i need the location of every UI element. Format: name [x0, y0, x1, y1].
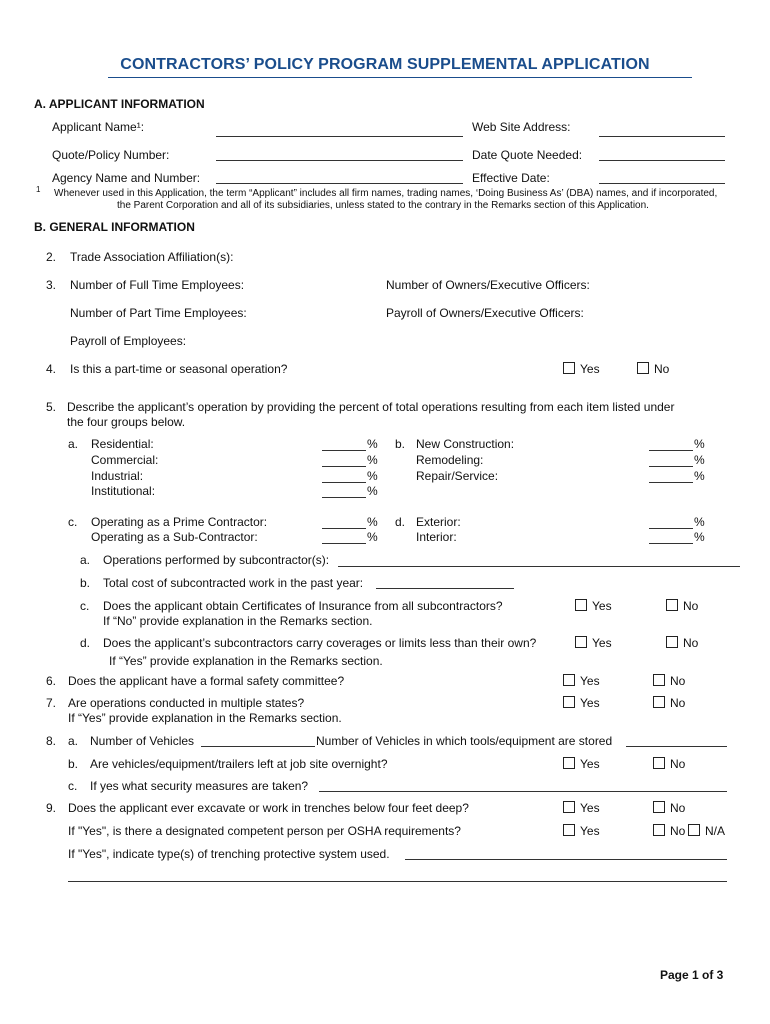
q7-number: 7.	[46, 696, 57, 710]
sub-a-label: Operations performed by subcontractor(s):	[103, 553, 330, 567]
q8b-letter: b.	[68, 757, 79, 771]
agency-name-number-field[interactable]	[216, 183, 463, 184]
q5b-remodeling-label: Remodeling:	[416, 453, 484, 467]
pct-sign: %	[367, 484, 378, 498]
q5c-sub-contractor-label: Operating as a Sub-Contractor:	[91, 530, 258, 544]
q3-owner-payroll-label: Payroll of Owners/Executive Officers:	[386, 306, 584, 320]
q5c-prime-pct-field[interactable]	[322, 528, 366, 529]
q5c-letter: c.	[68, 515, 78, 529]
q8b-yes-label: Yes	[580, 757, 600, 771]
q8-number: 8.	[46, 734, 57, 748]
sub-a-letter: a.	[80, 553, 91, 567]
q5a-commercial-label: Commercial:	[91, 453, 159, 467]
sub-d-no-label: No	[683, 636, 699, 650]
page-number: Page 1 of 3	[660, 968, 724, 982]
q8a-tools-label: Number of Vehicles in which tools/equipment are stored	[316, 734, 613, 748]
q4-yes-checkbox[interactable]	[563, 362, 575, 374]
q9-type-label: If "Yes", indicate type(s) of trenching protective system used.	[68, 847, 390, 861]
website-label: Web Site Address:	[472, 120, 571, 134]
q8a-letter: a.	[68, 734, 79, 748]
section-b-heading: B. GENERAL INFORMATION	[34, 220, 195, 234]
footnote-mark: 1	[36, 185, 41, 194]
pct-sign: %	[367, 437, 378, 451]
q5b-new-construction-pct-field[interactable]	[649, 450, 693, 451]
q8b-no-checkbox[interactable]	[653, 757, 665, 769]
q2-trade-association-label: Trade Association Affiliation(s):	[70, 250, 234, 264]
effective-date-label: Effective Date:	[472, 171, 550, 185]
q7-note: If “Yes” provide explanation in the Remarks section.	[68, 711, 342, 725]
page-title: CONTRACTORS’ POLICY PROGRAM SUPPLEMENTAL APPLICATION	[120, 56, 650, 73]
q9-competent-na-checkbox[interactable]	[688, 824, 700, 836]
q9-competent-na-label: N/A	[705, 824, 726, 838]
q5b-repair-service-pct-field[interactable]	[649, 482, 693, 483]
q5a-residential-label: Residential:	[91, 437, 154, 451]
footnote-line-1: Whenever used in this Application, the term “Applicant” includes all firm names, trading names, ‘Doing Business As’ (DBA) names, and if incorporated,	[54, 188, 718, 199]
q2-number: 2.	[46, 250, 57, 264]
quote-policy-number-field[interactable]	[216, 160, 463, 161]
q5d-letter: d.	[395, 515, 406, 529]
q9-competent-yes-label: Yes	[580, 824, 600, 838]
date-quote-needed-label: Date Quote Needed:	[472, 148, 583, 162]
q7-no-checkbox[interactable]	[653, 696, 665, 708]
q5a-industrial-pct-field[interactable]	[322, 482, 366, 483]
sub-d-note: If “Yes” provide explanation in the Remarks section.	[109, 654, 383, 668]
q6-no-label: No	[670, 674, 686, 688]
q4-no-label: No	[654, 362, 670, 376]
q4-yes-label: Yes	[580, 362, 600, 376]
sub-c-label: Does the applicant obtain Certificates of Insurance from all subcontractors?	[103, 599, 503, 613]
sub-c-no-label: No	[683, 599, 699, 613]
q7-yes-checkbox[interactable]	[563, 696, 575, 708]
q8b-label: Are vehicles/equipment/trailers left at job site overnight?	[90, 757, 388, 771]
q9-number: 9.	[46, 801, 57, 815]
q9-competent-no-label: No	[670, 824, 686, 838]
applicant-name-label: Applicant Name¹:	[52, 120, 145, 134]
q6-number: 6.	[46, 674, 57, 688]
section-a-heading: A. APPLICANT INFORMATION	[34, 97, 205, 111]
q3-part-time-label: Number of Part Time Employees:	[70, 306, 247, 320]
q5d-exterior-pct-field[interactable]	[649, 528, 693, 529]
pct-sign: %	[694, 530, 705, 544]
q5d-exterior-label: Exterior:	[416, 515, 461, 529]
q5-number: 5.	[46, 400, 57, 414]
q9-no-checkbox[interactable]	[653, 801, 665, 813]
q5b-new-construction-label: New Construction:	[416, 437, 515, 451]
sub-d-no-checkbox[interactable]	[666, 636, 678, 648]
pct-sign: %	[694, 453, 705, 467]
q9-competent-no-checkbox[interactable]	[653, 824, 665, 836]
sub-d-yes-label: Yes	[592, 636, 612, 650]
pct-sign: %	[367, 515, 378, 529]
q5b-remodeling-pct-field[interactable]	[649, 466, 693, 467]
q5a-residential-pct-field[interactable]	[322, 450, 366, 451]
q5c-sub-pct-field[interactable]	[322, 543, 366, 544]
q9-type-field-continued[interactable]	[68, 881, 727, 882]
q4-label: Is this a part-time or seasonal operation?	[70, 362, 288, 376]
sub-a-field[interactable]	[338, 566, 740, 567]
q9-label: Does the applicant ever excavate or work in trenches below four feet deep?	[68, 801, 469, 815]
title-underline	[108, 77, 692, 78]
q9-type-field[interactable]	[405, 859, 727, 860]
q5d-interior-label: Interior:	[416, 530, 457, 544]
q3-number: 3.	[46, 278, 57, 292]
applicant-name-field[interactable]	[216, 136, 463, 137]
q8c-letter: c.	[68, 779, 78, 793]
q9-competent-yes-checkbox[interactable]	[563, 824, 575, 836]
sub-c-yes-checkbox[interactable]	[575, 599, 587, 611]
pct-sign: %	[367, 453, 378, 467]
sub-c-letter: c.	[80, 599, 90, 613]
q5c-prime-contractor-label: Operating as a Prime Contractor:	[91, 515, 268, 529]
q8c-field[interactable]	[319, 791, 727, 792]
q9-competent-label: If "Yes", is there a designated competent person per OSHA requirements?	[68, 824, 461, 838]
q6-no-checkbox[interactable]	[653, 674, 665, 686]
q8a-tools-vehicles-field[interactable]	[626, 746, 727, 747]
sub-b-letter: b.	[80, 576, 91, 590]
q4-number: 4.	[46, 362, 57, 376]
q8b-no-label: No	[670, 757, 686, 771]
q5a-institutional-label: Institutional:	[91, 484, 156, 498]
q6-label: Does the applicant have a formal safety committee?	[68, 674, 345, 688]
quote-policy-number-label: Quote/Policy Number:	[52, 148, 170, 162]
pct-sign: %	[367, 530, 378, 544]
sub-b-label: Total cost of subcontracted work in the past year:	[103, 576, 364, 590]
q3-full-time-label: Number of Full Time Employees:	[70, 278, 245, 292]
q3-owners-label: Number of Owners/Executive Officers:	[386, 278, 590, 292]
pct-sign: %	[694, 469, 705, 483]
q9-no-label: No	[670, 801, 686, 815]
q8a-vehicles-field[interactable]	[201, 746, 315, 747]
pct-sign: %	[367, 469, 378, 483]
date-quote-needed-field[interactable]	[599, 160, 725, 161]
sub-b-field[interactable]	[376, 588, 514, 589]
q5a-commercial-pct-field[interactable]	[322, 466, 366, 467]
q8c-label: If yes what security measures are taken?	[90, 779, 309, 793]
q5b-letter: b.	[395, 437, 406, 451]
sub-d-letter: d.	[80, 636, 91, 650]
q9-yes-label: Yes	[580, 801, 600, 815]
pct-sign: %	[694, 437, 705, 451]
q4-no-checkbox[interactable]	[637, 362, 649, 374]
agency-name-number-label: Agency Name and Number:	[52, 171, 201, 185]
q6-yes-label: Yes	[580, 674, 600, 688]
website-field[interactable]	[599, 136, 725, 137]
pct-sign: %	[694, 515, 705, 529]
q7-no-label: No	[670, 696, 686, 710]
sub-c-yes-label: Yes	[592, 599, 612, 613]
q8b-yes-checkbox[interactable]	[563, 757, 575, 769]
q6-yes-checkbox[interactable]	[563, 674, 575, 686]
q5a-industrial-label: Industrial:	[91, 469, 144, 483]
q5a-institutional-pct-field[interactable]	[322, 497, 366, 498]
q5d-interior-pct-field[interactable]	[649, 543, 693, 544]
footnote-line-2: the Parent Corporation and all of its subsidiaries, unless stated to the contrary in the Remarks section of this Application.	[117, 200, 649, 211]
q7-label: Are operations conducted in multiple states?	[68, 696, 305, 710]
q9-yes-checkbox[interactable]	[563, 801, 575, 813]
q5b-repair-service-label: Repair/Service:	[416, 469, 499, 483]
q8a-label: Number of Vehicles	[90, 734, 195, 748]
q7-yes-label: Yes	[580, 696, 600, 710]
sub-d-label: Does the applicant’s subcontractors carry coverages or limits less than their own?	[103, 636, 537, 650]
q3-payroll-label: Payroll of Employees:	[70, 334, 187, 348]
sub-d-yes-checkbox[interactable]	[575, 636, 587, 648]
sub-c-note: If “No” provide explanation in the Remarks section.	[103, 614, 373, 628]
q5a-letter: a.	[68, 437, 79, 451]
sub-c-no-checkbox[interactable]	[666, 599, 678, 611]
q5-line-2: the four groups below.	[67, 415, 186, 429]
q5-line-1: Describe the applicant’s operation by providing the percent of total operations resulting from each item listed under	[67, 400, 675, 414]
effective-date-field[interactable]	[599, 183, 725, 184]
